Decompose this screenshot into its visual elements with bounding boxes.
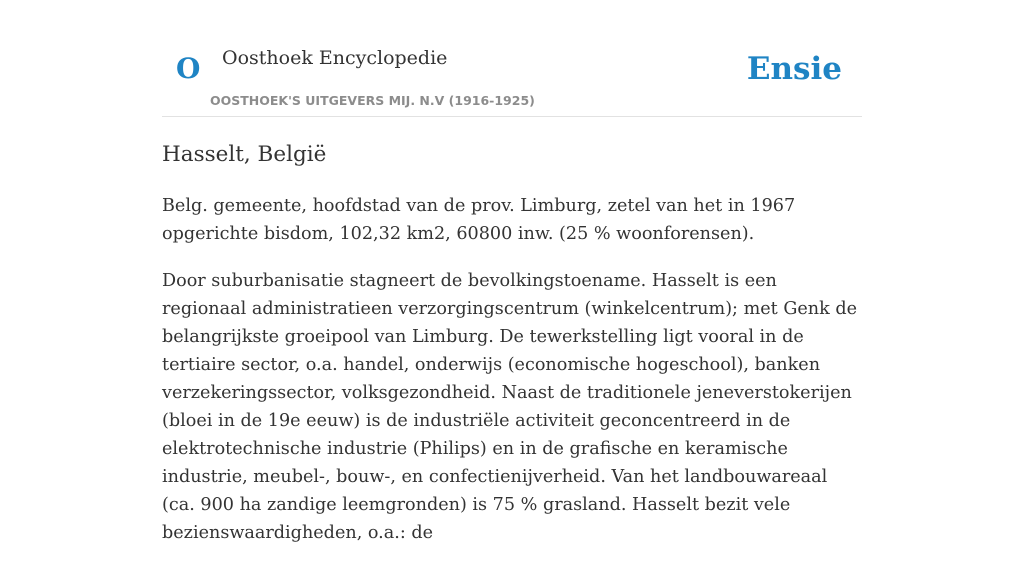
- site-subtitle: OOSTHOEK'S UITGEVERS MIJ. N.V (1916-1925): [210, 93, 535, 108]
- page-container: [162, 0, 862, 543]
- site-title[interactable]: Oosthoek Encyclopedie: [222, 47, 448, 69]
- article-paragraph: Belg. gemeente, hoofdstad van de prov. Limburg, zetel van het in 1967 opgerichte bisdom, 102,32 km2, 60800 inw. (25 % woonforensen).: [162, 196, 796, 244]
- article-paragraph: Door suburbanisatie stagneert de bevolkingstoename. Hasselt is een regionaal administratieen verzorgingscentrum (winkelcentrum); met Genk de belangrijkste groeipool van Limburg. De tewerkstelling ligt vooral in de tertiaire sector, o.a. handel, onderwijs (economische hogeschool), banken verzekeringssector, volksgezondheid. Naast de traditionele jeneverstokerijen (bloei in de 19e eeuw) is de industriële activiteit geconcentreerd in de elektrotechnische industrie (Philips) en in de grafische en keramische industrie, meubel-, bouw-, en confectienijverheid. Van het landbouwareaal (ca. 900 ha zandige leemgronden) is 75 % grasland. Hasselt bezit vele bezienswaardigheden, o.a.: de: [162, 271, 858, 543]
- article-title: Hasselt, België: [162, 142, 327, 167]
- article-body: [162, 192, 862, 566]
- site-header: [162, 0, 862, 117]
- brand-link[interactable]: Ensie: [746, 51, 842, 87]
- site-logo[interactable]: O: [176, 52, 201, 85]
